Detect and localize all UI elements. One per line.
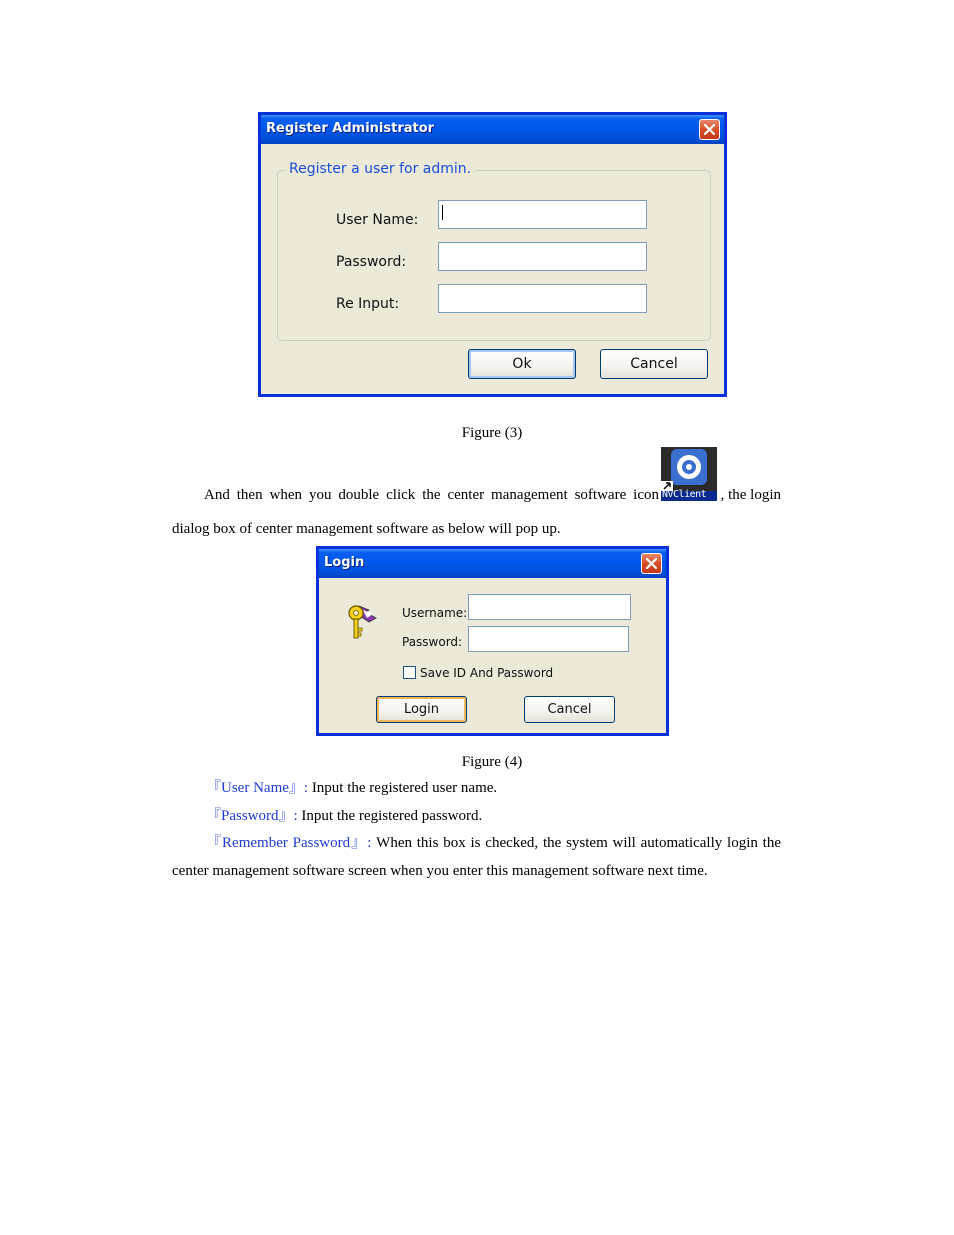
reinput-input[interactable] xyxy=(438,284,647,313)
login-dialog-title: Login xyxy=(324,555,365,570)
intro-text-line-2: dialog box of center management software as below will pop up. xyxy=(172,521,561,537)
text-caret xyxy=(442,205,443,220)
login-dialog-title-bar[interactable] xyxy=(319,549,666,578)
password-label: Password: xyxy=(336,254,407,270)
register-administrator-dialog xyxy=(258,112,727,397)
login-dialog xyxy=(316,546,669,736)
desc-password-text: Input the registered password. xyxy=(297,808,483,824)
intro-text-after: , the login xyxy=(720,487,781,503)
desc-user-name xyxy=(206,781,497,796)
desc-remember-term: 『Remember Password』: xyxy=(206,835,372,851)
reinput-label: Re Input: xyxy=(336,296,400,312)
key-icon xyxy=(345,600,385,642)
register-cancel-button[interactable]: Cancel xyxy=(600,349,708,379)
login-dialog-close-button[interactable] xyxy=(641,553,662,574)
user-name-input[interactable] xyxy=(438,200,647,229)
username-input[interactable] xyxy=(468,594,631,620)
user-name-label: User Name: xyxy=(336,212,419,228)
login-password-input[interactable] xyxy=(468,626,629,652)
desc-password-term: 『Password』: xyxy=(206,808,298,824)
nvclient-icon-label: NVClient xyxy=(662,489,707,500)
username-label: Username: xyxy=(402,606,468,620)
desc-remember-password xyxy=(206,836,781,851)
nvclient-app-icon[interactable] xyxy=(661,447,717,501)
register-dialog-title-bar[interactable] xyxy=(261,115,724,144)
desc-remember-continuation: center management software screen when you enter this management software next time. xyxy=(172,863,708,879)
intro-text-line-1 xyxy=(204,488,659,503)
register-dialog-close-button[interactable] xyxy=(699,119,720,140)
ok-button[interactable]: Ok xyxy=(468,349,576,379)
register-group-label: Register a user for admin. xyxy=(285,161,475,177)
figure-3-caption: Figure (3) xyxy=(461,425,523,441)
figure-4-caption: Figure (4) xyxy=(461,754,523,770)
desc-password xyxy=(206,809,482,824)
password-input[interactable] xyxy=(438,242,647,271)
register-dialog-title: Register Administrator xyxy=(266,121,435,136)
desc-remember-text: When this box is checked, the system will automatically login the xyxy=(371,835,782,851)
login-password-label: Password: xyxy=(402,635,463,649)
desc-user-name-text: Input the registered user name. xyxy=(308,780,498,796)
intro-text-before: And then when you double click the center management software icon xyxy=(204,487,659,503)
save-id-password-checkbox[interactable] xyxy=(403,666,416,679)
login-cancel-button[interactable]: Cancel xyxy=(524,696,615,723)
close-icon xyxy=(646,558,657,569)
save-id-password-label[interactable]: Save ID And Password xyxy=(420,666,554,680)
close-icon xyxy=(704,124,715,135)
login-button[interactable]: Login xyxy=(376,696,467,723)
desc-user-name-term: 『User Name』: xyxy=(206,780,309,796)
